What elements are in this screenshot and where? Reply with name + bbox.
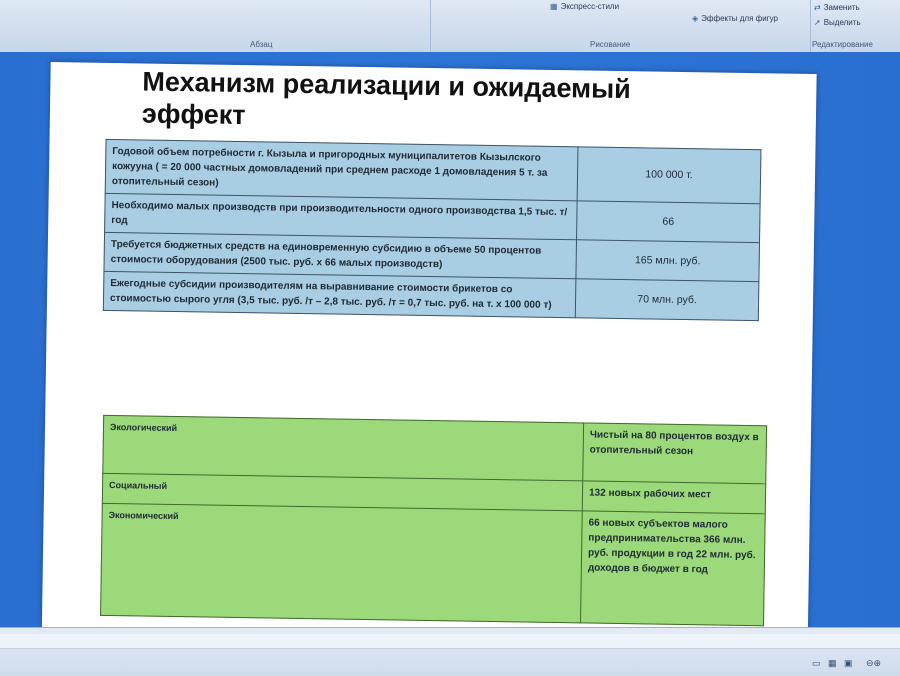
ribbon-group-editing <box>810 0 900 52</box>
slide[interactable] <box>41 62 816 672</box>
cost-table <box>103 139 762 321</box>
ribbon-group-label: Редактирование <box>812 40 873 49</box>
reading-view-icon[interactable]: ▣ <box>844 658 853 668</box>
table-cell-label: Требуется бюджетных средств на единовременную субсидию в объеме 50 процентов стоимости оборудования (2500 тыс. руб. х 66 малых производств) <box>104 232 577 278</box>
horizontal-scrollbar[interactable] <box>0 634 900 649</box>
express-styles-button[interactable]: ▦ Экспресс-стили <box>550 2 620 11</box>
table-cell-value: 70 млн. руб. <box>575 279 759 321</box>
table-cell-label: Ежегодные субсидии производителям на выравнивание стоимости брикетов со стоимостью сырого угля (3,5 тыс. руб. /т – 2,8 тыс. руб. /т = 0,7 тыс. руб. на т. х 100 000 т) <box>103 271 576 317</box>
table-row <box>101 503 766 625</box>
shape-effects-button[interactable]: ◈ Эффекты для фигур <box>692 14 778 23</box>
select-button[interactable]: ➚ Выделить <box>814 18 861 27</box>
effects-icon: ◈ <box>692 14 699 23</box>
slide-title: Механизм реализации и ожидаемый эффект <box>141 66 632 131</box>
zoom-slider-icon[interactable]: ⊖⊕ <box>866 658 882 668</box>
ribbon-group-label: Абзац <box>250 40 273 49</box>
table-cell-value: 66 <box>577 201 761 243</box>
normal-view-icon[interactable]: ▭ <box>812 658 821 668</box>
ribbon-group-paragraph <box>90 0 431 52</box>
table-cell-value: 165 млн. руб. <box>576 240 760 282</box>
status-bar <box>0 627 900 676</box>
table-cell-value: 66 новых субъектов малого предпринимательства 366 млн. руб. продукции в год 22 млн. руб. доходов в бюджет в год <box>580 511 765 626</box>
table-cell-label: Экономический <box>101 503 583 623</box>
table-cell-value: Чистый на 80 процентов воздух в отопительный сезон <box>583 423 767 484</box>
table-cell-label: Социальный <box>102 473 582 511</box>
replace-icon: ⇄ <box>814 3 821 12</box>
slide-workspace <box>0 52 900 627</box>
table-cell-label: Необходимо малых производств при производительности одного производства 1,5 тыс. т/год <box>105 193 578 239</box>
table-cell-label: Экологический <box>103 415 584 481</box>
table-cell-value: 132 новых рабочих мест <box>582 481 765 514</box>
ribbon <box>0 0 900 53</box>
ribbon-group-label: Рисование <box>590 40 631 49</box>
replace-button[interactable]: ⇄ Заменить <box>814 3 860 12</box>
slide-sorter-icon[interactable]: ▦ <box>828 658 837 668</box>
cursor-icon: ➚ <box>814 18 821 27</box>
table-cell-value: 100 000 т. <box>577 147 761 204</box>
effect-table <box>100 415 767 626</box>
styles-icon: ▦ <box>550 2 558 11</box>
table-row <box>103 415 767 483</box>
table-cell-label: Годовой объем потребности г. Кызыла и пригородных муниципалитетов Кызылского кожууна ( = 20 000 частных домовладений при среднем расходе 1 домовладения 5 т. за отопительный сезон) <box>105 139 578 200</box>
ribbon-group-drawing <box>430 0 811 52</box>
